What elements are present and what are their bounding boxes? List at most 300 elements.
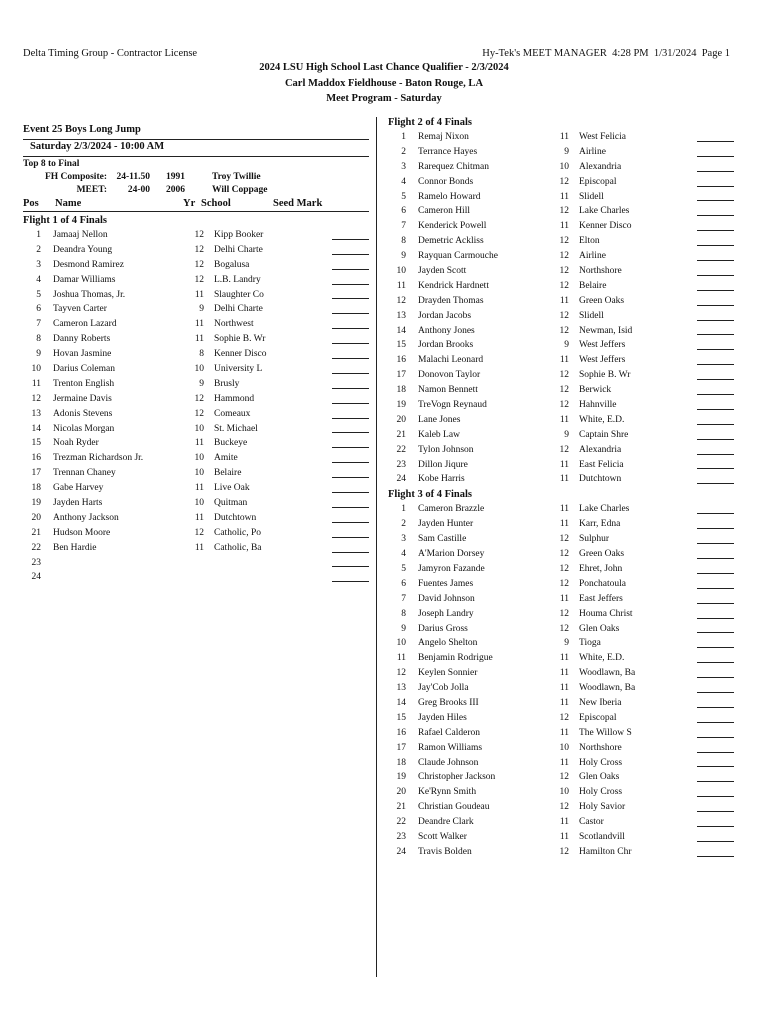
school-name: Belaire <box>214 468 242 479</box>
seed-mark-blank <box>679 711 734 726</box>
athlete-name: Noah Ryder <box>53 438 99 449</box>
school-name: Alexandria <box>579 444 622 455</box>
athlete-year: 12 <box>194 274 204 285</box>
entry-pos: 8 <box>401 236 406 247</box>
school-name: Northwest <box>214 319 254 330</box>
athlete-year <box>188 570 204 585</box>
athlete-year: 10 <box>194 498 204 509</box>
entry-pos: 15 <box>31 438 41 449</box>
school-name: Green Oaks <box>579 295 625 306</box>
athlete-year: 11 <box>559 697 569 708</box>
seed-mark-blank <box>679 309 734 324</box>
athlete-year: 11 <box>559 757 569 768</box>
school-name: University L <box>214 364 263 375</box>
athlete-name: Dillon Jiqure <box>418 459 468 470</box>
entry-row <box>388 622 734 637</box>
seed-mark-blank <box>314 243 369 258</box>
athlete-year: 11 <box>559 831 569 842</box>
entry-pos: 21 <box>396 802 406 813</box>
entry-row <box>388 547 734 562</box>
athlete-name: Donovon Taylor <box>418 370 481 381</box>
athlete-year: 11 <box>559 132 569 142</box>
record-label: MEET: <box>76 185 107 195</box>
athlete-name: Drayden Thomas <box>418 295 484 306</box>
athlete-name: Namon Bennett <box>418 385 478 396</box>
athlete-year: 11 <box>559 519 569 530</box>
athlete-year: 12 <box>559 310 569 321</box>
entry-row <box>388 607 734 622</box>
entry-row <box>388 428 734 443</box>
athlete-name: Jayden Scott <box>418 266 467 277</box>
athlete-year: 10 <box>559 787 569 798</box>
athlete-name: Jayden Harts <box>53 498 103 509</box>
school-name <box>204 570 314 585</box>
entry-pos: 19 <box>396 400 406 411</box>
school-name: Lake Charles <box>579 504 630 515</box>
entry-pos: 16 <box>396 727 406 738</box>
athlete-year: 9 <box>564 429 569 440</box>
seed-mark-blank <box>314 541 369 556</box>
seed-mark-blank <box>679 741 734 756</box>
seed-mark-blank <box>314 466 369 481</box>
school-name: Northshore <box>579 742 622 753</box>
seed-mark-blank <box>679 443 734 458</box>
entry-pos: 6 <box>401 206 406 217</box>
record-year: 1991 <box>166 172 185 182</box>
event-title: Event 25 Boys Long Jump <box>23 124 141 135</box>
seed-mark-blank <box>679 547 734 562</box>
entry-pos: 7 <box>36 319 41 330</box>
athlete-name: Jayden Hunter <box>418 519 474 530</box>
seed-mark-blank <box>314 436 369 451</box>
entry-pos: 13 <box>31 408 41 419</box>
athlete-year: 12 <box>559 578 569 589</box>
school-name: Berwick <box>579 385 612 396</box>
school-name: Buckeye <box>214 438 248 449</box>
entry-pos: 6 <box>401 578 406 589</box>
athlete-name: Cameron Hill <box>418 206 470 217</box>
athlete-year: 11 <box>194 319 204 330</box>
athlete-year: 10 <box>194 468 204 479</box>
school-name: Airline <box>579 146 606 157</box>
athlete-year: 9 <box>564 340 569 351</box>
entry-pos: 15 <box>396 340 406 351</box>
entry-pos: 14 <box>31 423 41 434</box>
entry-row <box>388 338 734 353</box>
entry-pos: 23 <box>396 831 406 842</box>
seed-mark-blank <box>679 264 734 279</box>
entry-pos: 18 <box>396 385 406 396</box>
athlete-name: Greg Brooks III <box>418 697 479 708</box>
entry-row <box>23 481 369 496</box>
seed-mark-blank <box>679 145 734 160</box>
athlete-name: Jordan Jacobs <box>418 310 472 321</box>
seed-mark-blank <box>679 368 734 383</box>
seed-mark-blank <box>679 219 734 234</box>
athlete-year: 12 <box>559 534 569 545</box>
entry-pos: 17 <box>31 468 41 479</box>
header-meet-manager: Hy-Tek's MEET MANAGER 4:28 PM 1/31/2024 Page 1 <box>482 48 730 59</box>
entry-row <box>388 592 734 607</box>
seed-mark-blank <box>314 407 369 422</box>
entry-row <box>23 570 369 585</box>
seed-mark-blank <box>679 696 734 711</box>
entry-pos: 3 <box>401 534 406 545</box>
seed-mark-blank <box>314 451 369 466</box>
athlete-year: 11 <box>194 334 204 345</box>
entry-row <box>388 353 734 368</box>
athlete-name: Joseph Landry <box>418 608 474 619</box>
athlete-name: Kendrick Hardnett <box>418 280 489 291</box>
athlete-name: Fuentes James <box>418 578 474 589</box>
column-divider <box>376 117 377 977</box>
seed-mark-blank <box>679 279 734 294</box>
athlete-name: Lane Jones <box>418 414 461 425</box>
athlete-year: 12 <box>559 280 569 291</box>
entry-pos: 3 <box>36 259 41 270</box>
athlete-year <box>188 556 204 571</box>
athlete-year: 10 <box>559 161 569 172</box>
athlete-year: 10 <box>194 453 204 464</box>
athlete-name: Gabe Harvey <box>53 483 104 494</box>
seed-mark-blank <box>679 234 734 249</box>
entry-pos: 14 <box>396 697 406 708</box>
entry-pos: 4 <box>36 274 41 285</box>
school-name: New Iberia <box>579 697 622 708</box>
athlete-name: Trennan Chaney <box>53 468 116 479</box>
seed-mark-blank <box>314 362 369 377</box>
athlete-year: 12 <box>559 549 569 560</box>
school-name: The Willow S <box>579 727 632 738</box>
athlete-year: 11 <box>559 355 569 366</box>
entry-pos: 13 <box>396 683 406 694</box>
school-name: Karr, Edna <box>579 519 621 530</box>
athlete-year: 12 <box>559 772 569 783</box>
entry-pos: 5 <box>401 563 406 574</box>
entry-pos: 9 <box>401 251 406 262</box>
flight-1-entries <box>23 228 369 585</box>
meet-title: 2024 LSU High School Last Chance Qualifier - 2/3/2024 <box>259 62 509 73</box>
school-name: Catholic, Ba <box>214 542 262 553</box>
entry-row <box>388 279 734 294</box>
athlete-year: 11 <box>194 512 204 523</box>
athlete-year: 12 <box>559 176 569 187</box>
flight-3-title: Flight 3 of 4 Finals <box>388 489 473 501</box>
entry-row <box>388 324 734 339</box>
school-name: White, E.D. <box>579 414 625 425</box>
entry-row <box>23 273 369 288</box>
school-name: West Jeffers <box>579 355 626 366</box>
athlete-year: 12 <box>559 251 569 262</box>
record-row <box>23 171 369 184</box>
col-school: School <box>201 198 231 209</box>
entry-row <box>388 636 734 651</box>
entry-row <box>388 532 734 547</box>
athlete-name: Jayden Hiles <box>418 712 467 723</box>
athlete-year: 11 <box>559 668 569 679</box>
athlete-name: Kaleb Law <box>418 429 460 440</box>
athlete-year: 12 <box>559 370 569 381</box>
entry-pos: 20 <box>396 787 406 798</box>
col-yr: Yr <box>183 198 196 209</box>
school-name: West Felicia <box>579 132 626 142</box>
entry-pos: 4 <box>401 549 406 560</box>
seed-mark-blank <box>314 228 369 243</box>
seed-mark-blank <box>679 800 734 815</box>
athlete-name: Deandra Young <box>53 244 113 255</box>
athlete-name: Terrance Hayes <box>418 146 478 157</box>
athlete-name: Rayquan Carmouche <box>418 251 498 262</box>
athlete-name: Damar Williams <box>53 274 116 285</box>
entry-pos: 11 <box>31 378 41 389</box>
event-session: Saturday 2/3/2024 - 10:00 AM <box>30 141 165 152</box>
athlete-name: Benjamin Rodrigue <box>418 653 493 664</box>
seed-mark-blank <box>314 496 369 511</box>
school-name: Brusly <box>214 378 240 389</box>
meet-venue: Carl Maddox Fieldhouse - Baton Rouge, LA <box>284 78 484 89</box>
entry-row <box>23 407 369 422</box>
school-name: Glen Oaks <box>579 623 620 634</box>
athlete-year: 11 <box>559 191 569 202</box>
school-name: Green Oaks <box>579 549 625 560</box>
school-name: Belaire <box>579 280 607 291</box>
school-name: Sophie B. Wr <box>579 370 631 381</box>
school-name: Kenner Disco <box>214 349 267 360</box>
entry-row <box>23 466 369 481</box>
entry-pos: 7 <box>401 221 406 232</box>
school-name: Hammond <box>214 393 255 404</box>
entry-pos: 23 <box>396 459 406 470</box>
entry-pos: 19 <box>31 498 41 509</box>
athlete-year: 12 <box>559 400 569 411</box>
school-name: Dutchtown <box>214 512 257 523</box>
athlete-year: 12 <box>559 444 569 455</box>
seed-mark-blank <box>679 651 734 666</box>
athlete-year: 12 <box>559 623 569 634</box>
entry-pos: 24 <box>31 572 41 583</box>
entry-row <box>23 317 369 332</box>
entry-pos: 22 <box>396 817 406 828</box>
record-mark: 24-11.50 <box>116 172 150 182</box>
athlete-year: 12 <box>559 206 569 217</box>
entry-pos: 4 <box>401 176 406 187</box>
school-name: Quitman <box>214 498 248 509</box>
entry-pos: 10 <box>396 266 406 277</box>
school-name: Lake Charles <box>579 206 630 217</box>
seed-mark-blank <box>314 302 369 317</box>
school-name <box>204 556 314 571</box>
entry-row <box>23 288 369 303</box>
entry-pos: 15 <box>396 712 406 723</box>
athlete-year: 12 <box>194 527 204 538</box>
entry-row <box>23 541 369 556</box>
entry-row <box>23 422 369 437</box>
seed-mark-blank <box>679 338 734 353</box>
school-name: Ehret, John <box>579 563 623 574</box>
seed-mark-blank <box>314 556 369 571</box>
flight-3-entries <box>388 502 734 859</box>
seed-mark-blank <box>314 332 369 347</box>
athlete-name: Remaj Nixon <box>418 132 469 142</box>
entry-row <box>23 377 369 392</box>
seed-mark-blank <box>679 756 734 771</box>
athlete-name: Danny Roberts <box>53 334 111 345</box>
entry-row <box>23 332 369 347</box>
entry-row <box>388 264 734 279</box>
seed-mark-blank <box>679 845 734 860</box>
athlete-year: 12 <box>194 393 204 404</box>
school-name: Sulphur <box>579 534 610 545</box>
seed-mark-blank <box>679 502 734 517</box>
seed-mark-blank <box>679 726 734 741</box>
divider <box>23 139 369 140</box>
meet-program-title: Meet Program - Saturday <box>326 93 442 104</box>
entry-row <box>388 681 734 696</box>
school-name: Tioga <box>579 638 601 649</box>
athlete-name: Christopher Jackson <box>418 772 496 783</box>
athlete-year: 12 <box>559 802 569 813</box>
athlete-name: Rarequez Chitman <box>418 161 489 172</box>
entry-row <box>388 741 734 756</box>
entry-row <box>388 458 734 473</box>
entry-row <box>388 130 734 145</box>
school-name: Slidell <box>579 310 604 321</box>
athlete-name: Nicolas Morgan <box>53 423 115 434</box>
entry-pos: 21 <box>31 527 41 538</box>
athlete-name: Adonis Stevens <box>53 408 113 419</box>
school-name: East Felicia <box>579 459 624 470</box>
school-name: Kipp Booker <box>214 230 264 240</box>
athlete-name: Ke'Rynn Smith <box>418 787 477 798</box>
athlete-name: Tayven Carter <box>53 304 107 315</box>
athlete-name: Hovan Jasmine <box>53 349 112 360</box>
seed-mark-blank <box>314 288 369 303</box>
athlete-year: 11 <box>194 542 204 553</box>
athlete-name: Kobe Harris <box>418 474 465 485</box>
school-name: Airline <box>579 251 606 262</box>
athlete-name: Jamyron Fazande <box>418 563 485 574</box>
entry-pos: 2 <box>401 146 406 157</box>
entry-row <box>23 436 369 451</box>
athlete-name: Trezman Richardson Jr. <box>53 453 144 464</box>
seed-mark-blank <box>314 317 369 332</box>
athlete-name: Jamaaj Nellon <box>53 230 108 240</box>
entry-pos: 16 <box>396 355 406 366</box>
entry-pos: 8 <box>36 334 41 345</box>
athlete-year: 12 <box>559 325 569 336</box>
record-mark: 24-00 <box>127 185 150 195</box>
entry-row <box>388 204 734 219</box>
seed-mark-blank <box>314 347 369 362</box>
athlete-name: Sam Castille <box>418 534 467 545</box>
record-holder: Will Coppage <box>212 185 268 195</box>
entry-row <box>388 413 734 428</box>
athlete-name: A'Marion Dorsey <box>418 549 485 560</box>
entry-row <box>388 398 734 413</box>
school-name: Episcopal <box>579 176 617 187</box>
athlete-name: Joshua Thomas, Jr. <box>53 289 126 300</box>
entry-row <box>388 472 734 487</box>
school-name: L.B. Landry <box>214 274 261 285</box>
athlete-year: 12 <box>559 563 569 574</box>
entry-pos: 3 <box>401 161 406 172</box>
athlete-year: 11 <box>194 483 204 494</box>
athlete-name: Rafael Calderon <box>418 727 480 738</box>
entry-row <box>388 696 734 711</box>
seed-mark-blank <box>679 294 734 309</box>
seed-mark-blank <box>314 570 369 585</box>
seed-mark-blank <box>679 398 734 413</box>
seed-mark-blank <box>679 770 734 785</box>
seed-mark-blank <box>679 622 734 637</box>
school-name: Glen Oaks <box>579 772 620 783</box>
school-name: West Jeffers <box>579 340 626 351</box>
entry-pos: 10 <box>396 638 406 649</box>
record-year: 2006 <box>166 185 185 195</box>
athlete-year: 11 <box>559 504 569 515</box>
school-name: Catholic, Po <box>214 527 261 538</box>
athlete-year: 11 <box>559 683 569 694</box>
entry-pos: 22 <box>396 444 406 455</box>
entry-pos: 18 <box>396 757 406 768</box>
col-name: Name <box>55 198 82 209</box>
seed-mark-blank <box>679 681 734 696</box>
entry-row <box>388 770 734 785</box>
athlete-year: 11 <box>559 727 569 738</box>
athlete-name: Jordan Brooks <box>418 340 474 351</box>
entry-row <box>388 845 734 860</box>
school-name: Captain Shre <box>579 429 629 440</box>
athlete-name: Deandre Clark <box>418 817 474 828</box>
school-name: Comeaux <box>214 408 251 419</box>
athlete-year: 12 <box>559 712 569 723</box>
athlete-year: 9 <box>199 304 204 315</box>
athlete-name: Travis Bolden <box>418 846 472 857</box>
athlete-year: 11 <box>559 414 569 425</box>
seed-mark-blank <box>679 160 734 175</box>
entry-pos: 5 <box>401 191 406 202</box>
entry-pos: 12 <box>396 295 406 306</box>
seed-mark-blank <box>679 413 734 428</box>
entry-pos: 14 <box>396 325 406 336</box>
seed-mark-blank <box>679 532 734 547</box>
athlete-name: Tylon Johnson <box>418 444 474 455</box>
athlete-name: Cameron Lazard <box>53 319 117 330</box>
seed-mark-blank <box>314 422 369 437</box>
entry-row <box>388 711 734 726</box>
entry-pos: 9 <box>36 349 41 360</box>
seed-mark-blank <box>314 273 369 288</box>
athlete-name: Keylen Sonnier <box>418 668 478 679</box>
entry-row <box>23 556 369 571</box>
entry-pos: 19 <box>396 772 406 783</box>
seed-mark-blank <box>679 190 734 205</box>
entry-row <box>388 517 734 532</box>
entry-row <box>388 815 734 830</box>
school-name: Delhi Charte <box>214 304 263 315</box>
entry-row <box>23 258 369 273</box>
entry-row <box>23 526 369 541</box>
entry-pos: 2 <box>401 519 406 530</box>
seed-mark-blank <box>679 830 734 845</box>
seed-mark-blank <box>314 258 369 273</box>
entry-row <box>388 651 734 666</box>
school-name: Woodlawn, Ba <box>579 683 636 694</box>
entry-row <box>23 347 369 362</box>
entry-pos: 23 <box>31 557 41 568</box>
entry-pos: 17 <box>396 370 406 381</box>
athlete-name: Kenderick Powell <box>418 221 487 232</box>
